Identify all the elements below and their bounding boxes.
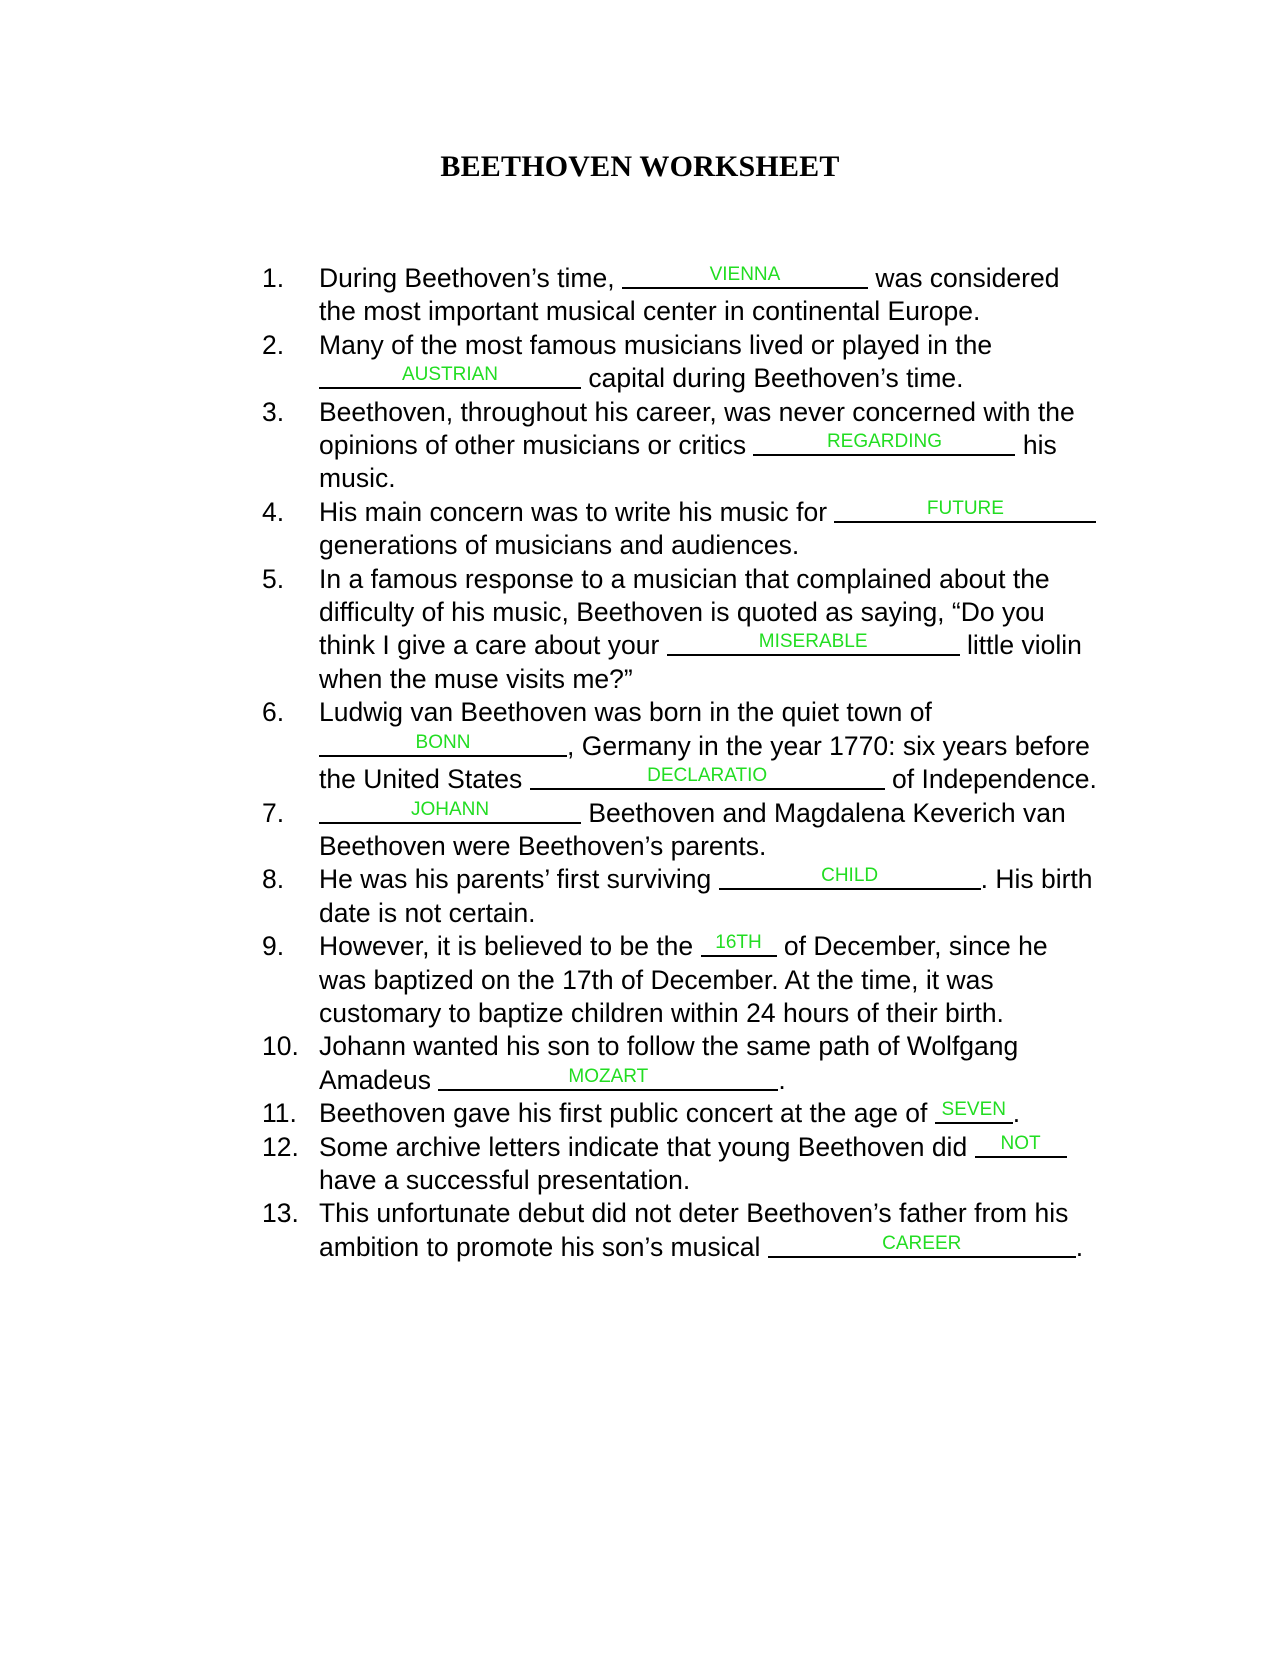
- question-text: This unfortunate debut did not deter Beethoven’s father from his ambition to promote his son’s musical CAREER .: [319, 1198, 1084, 1262]
- answer-blank: [622, 263, 868, 289]
- question-text: Many of the most famous musicians lived or played in the AUSTRIAN capital during Beethoven’s time.: [319, 329, 993, 394]
- answer-text: FUTURE: [926, 497, 1004, 519]
- question-text: In a famous response to a musician that complained about the difficulty of his music, Beethoven is quoted as saying, “Do you think I give a care about your MISERABLE little violin when the muse visits me?”: [319, 563, 1082, 694]
- answer-blank: [935, 1098, 1013, 1124]
- answer-text: DECLARATIO: [647, 765, 768, 787]
- answer-text: MISERABLE: [758, 631, 868, 653]
- question-text: JOHANN Beethoven and Magdalena Keverich van Beethoven were Beethoven’s parents.: [319, 797, 1066, 861]
- question-text: However, it is believed to be the 16TH of December, since he was baptized on the 17th of December. At the time, it was customary to baptize children within 24 hours of their birth.: [319, 931, 1048, 1028]
- answer-blank: [753, 430, 1015, 456]
- question-number: 10.: [262, 1031, 299, 1062]
- question-item: [262, 1030, 1102, 1097]
- answer-text: SEVEN: [941, 1099, 1006, 1121]
- question-text: Beethoven, throughout his career, was never concerned with the opinions of other musicians or critics REGARDING his music.: [319, 396, 1075, 494]
- answer-text: JOHANN: [410, 798, 490, 820]
- question-item: [262, 863, 1102, 930]
- question-number: 3.: [262, 396, 285, 427]
- answer-text: CAREER: [882, 1232, 962, 1254]
- question-item: [262, 930, 1102, 1030]
- question-number: 7.: [262, 797, 285, 828]
- question-number: 8.: [262, 864, 285, 895]
- answer-text: REGARDING: [826, 431, 943, 453]
- answer-blank: [319, 731, 567, 757]
- answer-blank: [319, 363, 581, 389]
- answer-blank: [319, 798, 581, 824]
- question-text: His main concern was to write his music for FUTURE generations of musicians and audiences.: [319, 496, 1102, 563]
- question-number: 4.: [262, 496, 285, 527]
- question-item: [262, 1131, 1102, 1198]
- question-item: [262, 396, 1102, 496]
- question-number: 1.: [262, 263, 285, 293]
- question-number: 2.: [262, 329, 285, 360]
- question-text: He was his parents’ first surviving CHILD . His birth date is not certain.: [319, 864, 1093, 928]
- question-text: Beethoven gave his first public concert at the age of SEVEN .: [319, 1098, 1021, 1129]
- question-item: [262, 797, 1102, 864]
- question-number: 5.: [262, 563, 285, 594]
- answer-blank: [768, 1232, 1076, 1258]
- question-number: 9.: [262, 931, 285, 962]
- question-number: 11.: [262, 1098, 297, 1129]
- question-item: [262, 1097, 1102, 1130]
- answer-blank: [834, 497, 1096, 523]
- question-number: 12.: [262, 1131, 299, 1162]
- question-text: Ludwig van Beethoven was born in the quiet town of BONN , Germany in the year 1770: six years before the United States DECLARATIO of Independence.: [319, 697, 1097, 795]
- question-text: During Beethoven’s time, VIENNA was considered the most important musical center in continental Europe.: [319, 263, 1060, 327]
- answer-blank: [667, 630, 960, 656]
- page-title: BEETHOVEN WORKSHEET: [440, 150, 840, 183]
- answer-blank: [530, 764, 885, 790]
- answer-text: VIENNA: [709, 264, 781, 285]
- question-item: [262, 496, 1102, 563]
- answer-blank: [975, 1132, 1067, 1158]
- answer-blank: [438, 1065, 778, 1091]
- question-item: [262, 329, 1102, 396]
- question-item: [262, 563, 1102, 697]
- answer-text: BONN: [415, 731, 471, 753]
- question-list: [262, 262, 1102, 1264]
- answer-text: CHILD: [821, 865, 879, 887]
- answer-blank: [719, 864, 981, 890]
- question-number: 13.: [262, 1198, 299, 1229]
- question-item: [262, 1197, 1102, 1264]
- answer-text: AUSTRIAN: [401, 364, 499, 386]
- question-item: [262, 696, 1102, 796]
- question-text: Johann wanted his son to follow the same path of Wolfgang Amadeus MOZART .: [319, 1031, 1019, 1095]
- answer-text: MOZART: [568, 1065, 649, 1087]
- question-item: [262, 262, 1102, 329]
- answer-blank: [701, 931, 777, 957]
- answer-text: 16TH: [715, 932, 762, 954]
- question-text: Some archive letters indicate that young Beethoven did NOT have a successful presentation.: [319, 1131, 1102, 1198]
- answer-text: NOT: [1000, 1132, 1041, 1154]
- question-number: 6.: [262, 697, 285, 728]
